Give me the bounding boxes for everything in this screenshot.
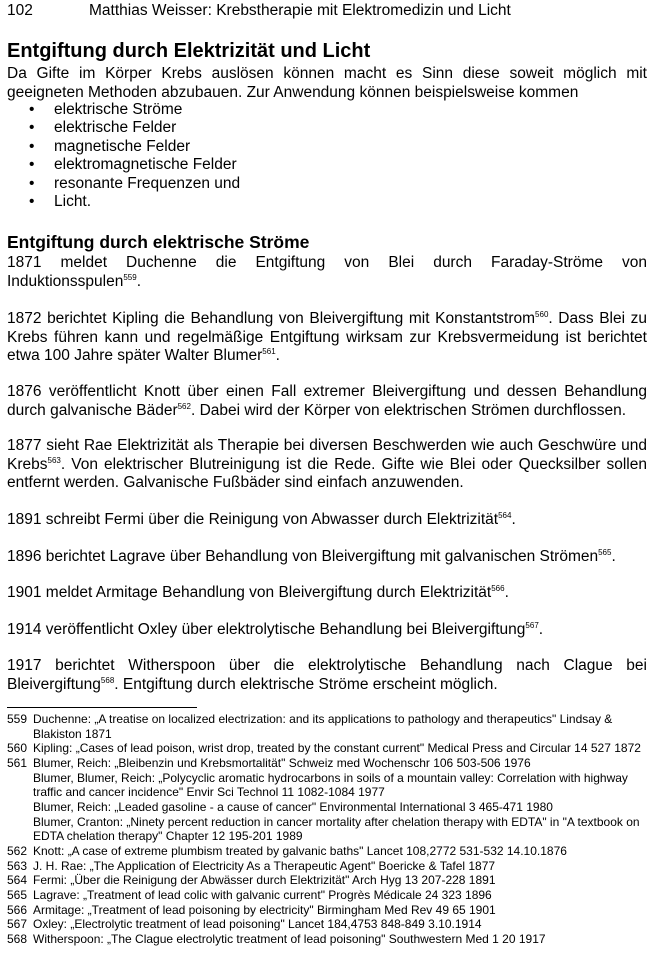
running-header — [7, 2, 511, 20]
bullet: • — [29, 174, 35, 192]
footnote-ref-562[interactable]: 562 — [177, 401, 191, 411]
list-item: • resonante Frequenzen und — [29, 174, 241, 192]
footnote-562 — [7, 844, 647, 859]
footnote-citation: Blumer, Cranton: „Ninety percent reduction in cancer mortality after chelation therapy with EDTA" in "A textbook on EDTA chelation therapy" Chapter 12 195-201 1989 — [33, 814, 640, 844]
running-title: Matthias Weisser: Krebstherapie mit Elektromedizin und Licht — [89, 2, 511, 19]
footnote-text: J. H. Rae: „The Application of Electricity As a Therapeutic Agent" Boericke & Tafel 1877 — [33, 858, 496, 873]
footnote-text: Knott: „A case of extreme plumbism treated by galvanic baths" Lancet 108,2772 531-532 14.10.1876 — [33, 843, 567, 858]
footnote-text: Fermi: „Über die Reinigung der Abwässer durch Elektrizität" Arch Hyg 13 207-228 1891 — [33, 873, 496, 888]
paragraph-1917: 1917 berichtet Witherspoon über die elektrolytische Behandlung nach Clague bei Bleivergiftung$^{568}$. Entgiftung durch elektrische Ströme erscheint möglich. — [7, 657, 647, 693]
footnote-text: Armitage: „Treatment of lead poisoning by electricity" Birmingham Med Rev 49 65 1901 — [33, 902, 496, 917]
footnote-number: 560 — [7, 741, 28, 756]
section-heading-entgiftung-elektrische-stroeme: Entgiftung durch elektrische Ströme — [7, 232, 310, 252]
footnote-citation: Blumer, Blumer, Reich: „Polycyclic aromatic hydrocarbons in soils of a mountain valley: Correlation with highway traffic and cancer incidence" Envir Sci Technol 11 1082-1084 1977 — [33, 770, 628, 800]
footnote-citation: Blumer, Reich: „Leaded gasoline - a cause of cancer" Environmental International 3 465-471 1980 — [33, 799, 553, 814]
paragraph-1876: 1876 veröffentlicht Knott über einen Fall extremer Bleivergiftung und dessen Behandlung durch galvanische Bäder$^{562}$. Dabei wird der Körper von elektrischen Strömen durchflossen. — [7, 383, 647, 419]
footnote-number: 563 — [7, 858, 28, 873]
footnotes — [7, 712, 647, 947]
list-item: • elektrische Ströme — [29, 101, 183, 118]
bullet: • — [29, 156, 35, 174]
footnote-560 — [7, 741, 647, 756]
footnote-ref-563[interactable]: 563 — [47, 455, 61, 465]
footnote-number: 568 — [7, 931, 28, 946]
footnote-ref-567[interactable]: 567 — [525, 621, 539, 630]
bullet: • — [29, 137, 35, 155]
list-item: • Licht. — [29, 193, 92, 211]
footnote-text: Duchenne: „A treatise on localized electrization: and its applications to pathology and therapeutics" Lindsay & Blakiston 1871 — [33, 712, 613, 741]
list-item: • magnetische Felder — [29, 137, 191, 155]
footnote-text: Oxley: „Electrolytic treatment of lead poisoning" Lancet 184,4753 848-849 3.10.1914 — [33, 917, 482, 932]
paragraph-1872: 1872 berichtet Kipling die Behandlung von Bleivergiftung mit Konstantstrom$^{560}$. Dass Blei zu Krebs führen kann und regelmäßige Entgiftung wirksam zur Krebsvermeidung ist berichtet etwa 100 Jahre später Walter Blumer$^{561}$. — [7, 310, 647, 365]
list-item: • elektrische Felder — [29, 119, 177, 137]
footnote-ref-566[interactable]: 566 — [491, 584, 505, 593]
footnote-564 — [7, 873, 647, 888]
footnote-text — [33, 756, 647, 844]
footnote-ref-564[interactable]: 564 — [498, 511, 512, 520]
footnote-561 — [7, 756, 647, 844]
bullet: • — [29, 101, 35, 118]
method-list — [7, 101, 240, 211]
footnote-567 — [7, 917, 647, 932]
paragraph-1891: 1891 schreibt Fermi über die Reinigung von Abwasser durch Elektrizität$^{564}$. — [7, 511, 516, 528]
footnote-number: 562 — [7, 843, 28, 858]
section-heading-entgiftung-elektrizitaet-licht: Entgiftung durch Elektrizität und Licht — [7, 40, 371, 62]
footnote-number: 565 — [7, 887, 28, 902]
intro-paragraph: Da Gifte im Körper Krebs auslösen können macht es Sinn diese soweit möglich mit geeigneten Methoden abzubauen. Zur Anwendung können beispielsweise kommen — [7, 65, 647, 101]
list-item: • elektromagnetische Felder — [29, 156, 237, 174]
footnote-text: Kipling: „Cases of lead poison, wrist drop, treated by the constant current" Medical Press and Circular 14 527 1872 — [33, 741, 641, 756]
footnote-number: 566 — [7, 902, 28, 917]
bullet: • — [29, 119, 35, 137]
footnote-divider — [7, 707, 197, 708]
footnote-ref-560[interactable]: 560 — [535, 310, 549, 319]
footnote-565 — [7, 888, 647, 903]
footnote-citation: Blumer, Reich: „Bleibenzin und Krebsmortalität" Schweiz med Wochenschr 106 503-506 1976 — [33, 755, 531, 770]
footnote-ref-561[interactable]: 561 — [262, 347, 276, 357]
footnote-563 — [7, 859, 647, 874]
paragraph-1877: 1877 sieht Rae Elektrizität als Therapie bei diversen Beschwerden wie auch Geschwüre und Krebs$^{563}$. Von elektrischer Blutreinigung ist die Rede. Gifte wie Blei oder Quecksilber sollen entfernt werden. Galvanische Fußbäder sind einfach anzuwenden. — [7, 437, 647, 492]
paragraph-1896: 1896 berichtet Lagrave über Behandlung von Bleivergiftung mit galvanischen Strömen$^{565}$. — [7, 548, 616, 565]
footnote-number: 561 — [7, 755, 28, 770]
page-number: 102 — [7, 2, 33, 19]
footnote-559 — [7, 712, 647, 741]
footnote-ref-568[interactable]: 568 — [100, 675, 115, 685]
footnote-number: 567 — [7, 917, 28, 932]
footnote-ref-565[interactable]: 565 — [598, 548, 612, 557]
footnote-number: 559 — [7, 712, 28, 726]
footnote-text: Lagrave: „Treatment of lead colic with galvanic current" Progrès Médicale 24 323 1896 — [33, 887, 492, 902]
footnote-ref-559[interactable]: 559 — [123, 272, 137, 282]
footnote-568 — [7, 932, 647, 947]
bullet: • — [29, 193, 35, 211]
footnote-number: 564 — [7, 873, 28, 888]
paragraph-1901: 1901 meldet Armitage Behandlung von Bleivergiftung durch Elektrizität$^{566}$. — [7, 584, 509, 601]
footnote-566 — [7, 903, 647, 918]
footnote-text: Witherspoon: „The Clague electrolytic treatment of lead poisoning" Southwestern Med 1 20 1917 — [33, 931, 546, 946]
paragraph-1914: 1914 veröffentlicht Oxley über elektrolytische Behandlung bei Bleivergiftung$^{567}$. — [7, 621, 544, 638]
paragraph-1871: 1871 meldet Duchenne die Entgiftung von Blei durch Faraday-Ströme von Induktionsspulen$^{559}$. — [7, 254, 647, 290]
